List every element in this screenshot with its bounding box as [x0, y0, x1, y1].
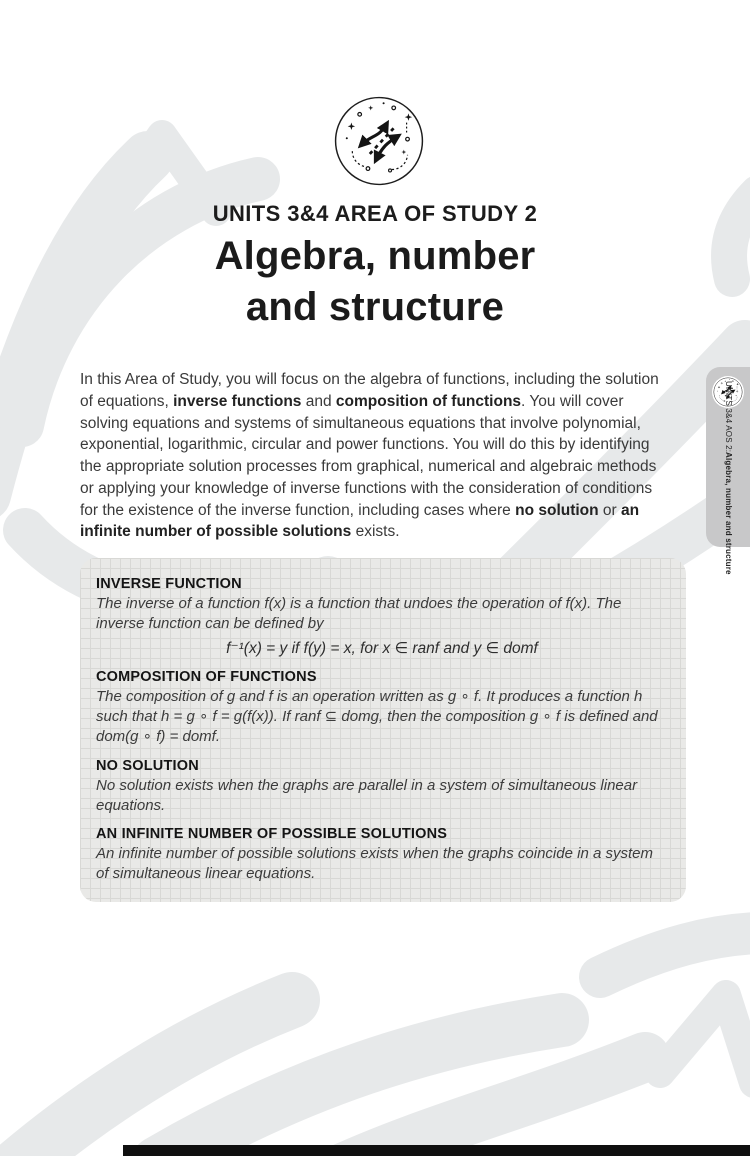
intro-bold-no-solution: no solution — [515, 501, 599, 519]
definition-body-infinite-solutions: An infinite number of possible solutions exists when the graphs coincide in a system of simultaneous linear equations. — [96, 845, 653, 883]
definition-body-composition: The composition of g and f is an operation written as g ∘ f. It produces a function h such that h = g ∘ f = g(f(x)). If ranf ⊆ domg, then the composition g ∘ f is defined and dom(g ∘ f) = domf. — [96, 687, 658, 745]
doodle-arrowhead-bottom-right — [660, 995, 750, 1083]
definition-heading-infinite-solutions: AN INFINITE NUMBER OF POSSIBLE SOLUTIONS — [96, 826, 448, 843]
intro-text: . You will cover solving equations and systems of simultaneous equations that involve polynomial, exponential, logarithmic, circular and power functions. You will do this by identifying the appropriate solution processes from graphical, numerical and algebraic methods or applying your knowledge of inverse functions with the consideration of conditions for the existence of the inverse function, including cases where — [80, 393, 657, 519]
doodle-swoosh-bottom-right-top — [600, 933, 750, 977]
intro-text: or — [598, 501, 622, 519]
kicker-heading: UNITS 3&4 AREA OF STUDY 2 — [212, 201, 538, 226]
definitions-box — [80, 558, 686, 902]
aos-badge — [333, 95, 425, 187]
tab-label — [706, 381, 750, 575]
intro-bold-infinite-solutions: an infinite number of possible solutions — [80, 501, 640, 541]
chapter-side-tab — [706, 367, 750, 575]
intro-text: In this Area of Study, you will focus on the algebra of functions, including the solution of equations, — [80, 371, 659, 411]
definition-heading-inverse-function: INVERSE FUNCTION — [96, 575, 242, 592]
page-content — [0, 95, 750, 902]
intro-bold-inverse-functions: inverse functions — [173, 393, 302, 411]
intro-text: exists. — [351, 523, 400, 541]
intro-text: and — [301, 393, 336, 411]
intro-bold-composition: composition of functions — [335, 393, 522, 411]
page-bottom-bar — [123, 1145, 750, 1156]
page-title — [0, 231, 750, 333]
definition-heading-composition: COMPOSITION OF FUNCTIONS — [96, 668, 317, 685]
page-title-line-2: and structure — [245, 285, 505, 330]
page-title-line-1: Algebra, number — [214, 234, 536, 278]
inverse-function-formula: f⁻¹(x) = y if f(y) = x, for x ∈ ranf and y ∈ domf — [226, 639, 538, 657]
tab-label-line-2: Algebra, number and structure — [723, 452, 733, 575]
definition-body-no-solution: No solution exists when the graphs are parallel in a system of simultaneous linear equations. — [96, 776, 638, 814]
intro-paragraph — [80, 369, 674, 543]
tab-label-line-1: UNITS 3&4 AOS 2: — [723, 381, 733, 453]
definition-body-inverse-function: The inverse of a function f(x) is a function that undoes the operation of f(x). The inverse function can be defined by — [96, 594, 622, 632]
crossing-curved-arrows-icon — [333, 95, 425, 187]
definition-heading-no-solution: NO SOLUTION — [96, 757, 199, 774]
